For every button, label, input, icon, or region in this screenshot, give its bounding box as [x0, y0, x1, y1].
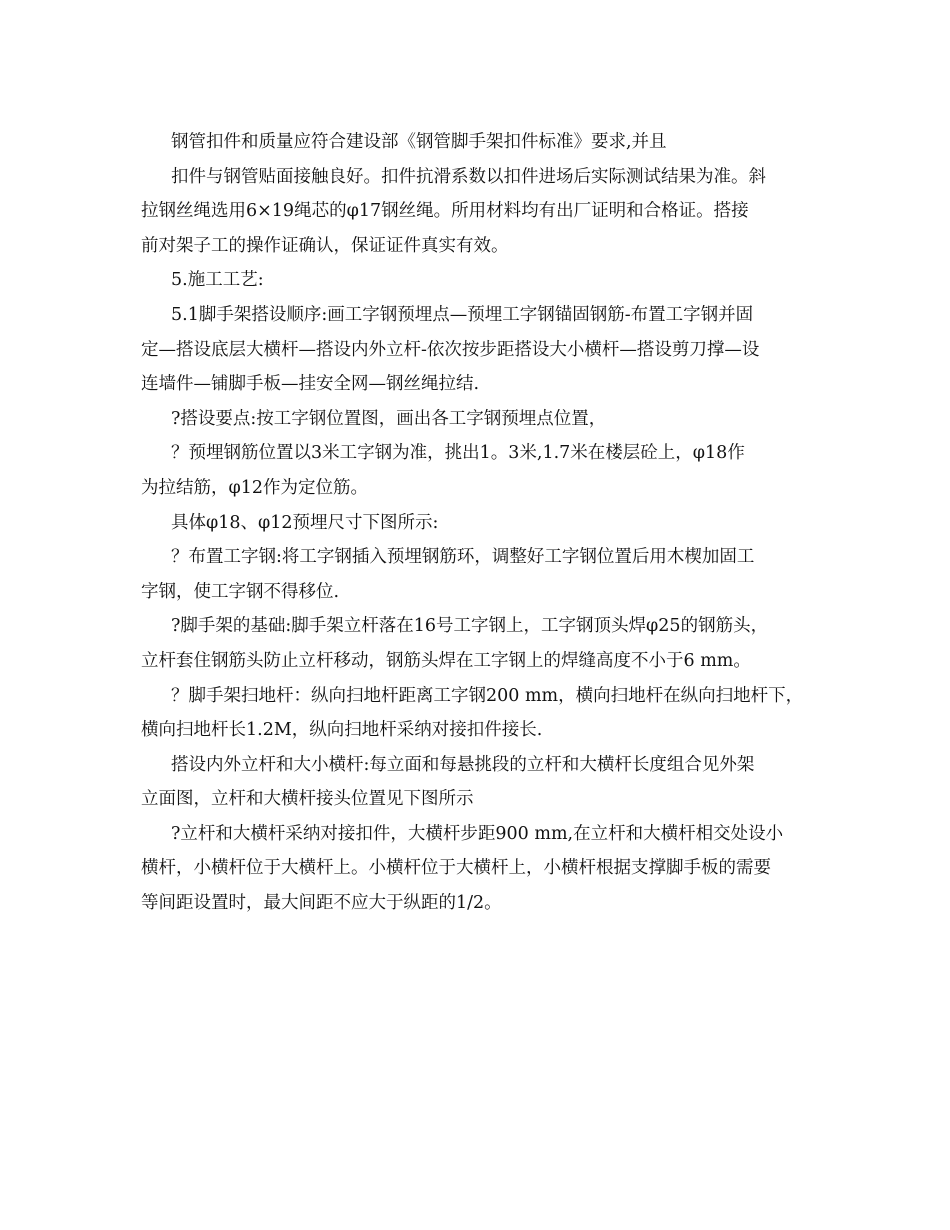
text-line: ？布置工字钢:将工字钢插入预埋钢筋环，调整好工字钢位置后用木楔加固工	[171, 547, 755, 568]
text-line: 5.1脚手架搭设顺序:画工字钢预埋点—预埋工字钢锚固钢筋-布置工字钢并固	[171, 304, 754, 325]
text-line: 横向扫地杆长1.2M，纵向扫地杆采纳对接扣件接长.	[141, 720, 543, 741]
text-line: 字钢，使工字钢不得移位.	[141, 581, 340, 602]
text-line: 搭设内外立杆和大小横杆:每立面和每悬挑段的立杆和大横杆长度组合见外架	[171, 754, 755, 775]
text-line: 等间距设置时，最大间距不应大于纵距的1/2。	[141, 893, 502, 914]
text-line: 钢管扣件和质量应符合建设部《钢管脚手架扣件标准》要求,并且	[171, 132, 667, 152]
text-line: ?搭设要点:按工字钢位置图，画出各工字钢预埋点位置，	[171, 408, 607, 429]
text-line: 立杆套住钢筋头防止立杆移动，钢筋头焊在工字钢上的焊缝高度不小于6 mm。	[141, 650, 751, 671]
text-line: 定—搭设底层大横杆—搭设内外立杆-依次按步距搭设大小横杆—搭设剪刀撑—设	[141, 339, 760, 360]
text-line: ？预埋钢筋位置以3米工字钢为准，挑出1。3米,1.7米在楼层砼上，φ18作	[171, 443, 745, 464]
text-line: 具体φ18、φ12预埋尺寸下图所示:	[171, 512, 439, 533]
text-line: 拉钢丝绳选用6×19绳芯的φ17钢丝绳。所用材料均有出厂证明和合格证。搭接	[141, 201, 749, 222]
text-line: 立面图，立杆和大横杆接头位置见下图所示	[141, 789, 474, 810]
text-line: ？脚手架扫地杆：纵向扫地杆距离工字钢200 mm，横向扫地杆在纵向扫地杆下，	[171, 685, 804, 706]
document-body	[141, 125, 813, 921]
section-heading: 5.施工工艺:	[171, 270, 264, 291]
text-line: 为拉结筋，φ12作为定位筋。	[141, 477, 369, 498]
text-line: 横杆，小横杆位于大横杆上。小横杆位于大横杆上，小横杆根据支撑脚手板的需要	[141, 858, 771, 879]
text-line: 连墙件—铺脚手板—挂安全网—钢丝绳拉结.	[141, 374, 480, 395]
text-line: 扣件与钢管贴面接触良好。扣件抗滑系数以扣件进场后实际测试结果为准。斜	[171, 166, 766, 187]
text-line: ?立杆和大横杆采纳对接扣件，大横杆步距900 mm,在立杆和大横杆相交处设小	[171, 823, 784, 844]
text-line: ?脚手架的基础:脚手架立杆落在16号工字钢上，工字钢顶头焊φ25的钢筋头，	[171, 616, 769, 637]
text-line: 前对架子工的操作证确认，保证证件真实有效。	[141, 235, 509, 256]
